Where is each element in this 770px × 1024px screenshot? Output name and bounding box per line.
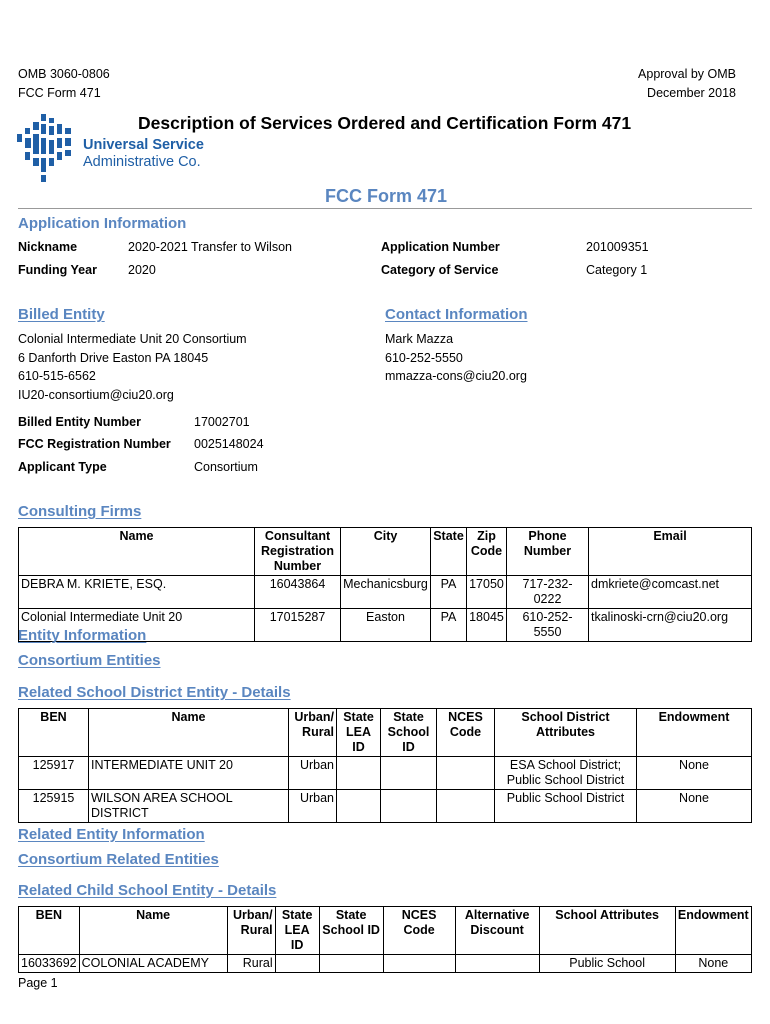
col-header: School District Attributes [495,709,637,757]
cell: Public School District [495,790,637,823]
consulting-heading: Consulting Firms [18,503,142,520]
cell: 717-232-0222 [507,576,589,609]
contact-phone: 610-252-5550 [385,350,463,365]
cell: Mechanicsburg [341,576,431,609]
cell: tkalinoski-crn@ciu20.org [589,609,752,642]
col-header: Name [19,528,255,576]
cell: dmkriete@comcast.net [589,576,752,609]
form-number: FCC Form 471 [18,86,101,100]
cell: PA [431,609,467,642]
title-divider [18,208,752,209]
cell: 610-252-5550 [507,609,589,642]
table-row [19,790,752,823]
cell [437,790,495,823]
col-header: State [431,528,467,576]
col-header: NCES Code [437,709,495,757]
contact-name: Mark Mazza [385,332,454,346]
col-header: BEN [19,709,89,757]
omb-number: OMB 3060-0806 [18,67,110,81]
col-header: Consultant Registration Number [255,528,341,576]
funding-year-label: Funding Year [18,263,97,277]
col-header: Name [79,907,227,955]
col-header: BEN [19,907,80,955]
col-header: Name [89,709,289,757]
col-header: School Attributes [539,907,675,955]
billed-entity-email: IU20-consortium@ciu20.org [18,387,174,402]
col-header: State School ID [319,907,383,955]
cell: DEBRA M. KRIETE, ESQ. [19,576,255,609]
cell: COLONIAL ACADEMY [79,955,227,973]
header-left [18,65,110,103]
contact-block [385,330,527,386]
cell: INTERMEDIATE UNIT 20 [89,757,289,790]
cell [319,955,383,973]
fcc-registration-value: 0025148024 [194,437,264,451]
category-value: Category 1 [586,263,648,277]
cell [455,955,539,973]
billed-entity-heading: Billed Entity [18,306,105,323]
billed-entity-block [18,330,247,404]
form-title: FCC Form 471 [325,186,448,206]
col-header: State LEA ID [275,907,319,955]
billed-entity-phone: 610-515-6562 [18,369,96,383]
application-heading: Application Information [18,215,187,232]
table-row [19,955,752,973]
consortium-entities-heading: Consortium Entities [18,652,161,669]
logo-line2: Administrative Co. [83,154,201,170]
application-number-value: 201009351 [586,240,649,254]
usac-logo [15,112,215,184]
cell: Public School [539,955,675,973]
cell [381,757,437,790]
cell: 17050 [467,576,507,609]
cell: Colonial Intermediate Unit 20 [19,609,255,642]
child-details-heading: Related Child School Entity - Details [18,882,277,899]
cell: 16033692 [19,955,80,973]
cell: WILSON AREA SCHOOL DISTRICT [89,790,289,823]
cell [383,955,455,973]
contact-email: mmazza-cons@ciu20.org [385,369,527,383]
district-details-heading: Related School District Entity - Details [18,684,291,701]
col-header: Endowment [675,907,751,955]
col-header: Phone Number [507,528,589,576]
billed-entity-number-value: 17002701 [194,415,250,429]
district-table [18,708,752,823]
col-header: Endowment [637,709,752,757]
cell: 16043864 [255,576,341,609]
consulting-header-row [19,528,752,576]
cell: ESA School District; Public School District [495,757,637,790]
fcc-registration-label: FCC Registration Number [18,437,171,451]
entity-heading: Entity Information [18,627,147,644]
col-header: State LEA ID [337,709,381,757]
cell: PA [431,576,467,609]
approval-text: Approval by OMB [638,67,736,81]
child-header-row [19,907,752,955]
table-row [19,576,752,609]
nickname-label: Nickname [18,240,78,254]
cell: None [675,955,751,973]
related-entity-heading: Related Entity Information [18,826,205,843]
col-header: Urban/ Rural [227,907,275,955]
cell [381,790,437,823]
child-table [18,906,752,973]
col-header: Alternative Discount [455,907,539,955]
application-number-label: Application Number [381,240,500,254]
consortium-related-heading: Consortium Related Entities [18,851,219,868]
cell: Urban [289,790,337,823]
cell [337,790,381,823]
cell: None [637,757,752,790]
billed-entity-name: Colonial Intermediate Unit 20 Consortium [18,332,247,346]
cell: 17015287 [255,609,341,642]
cell [337,757,381,790]
cell: 125917 [19,757,89,790]
col-header: City [341,528,431,576]
contact-heading: Contact Information [385,306,528,323]
cell [275,955,319,973]
cell: 18045 [467,609,507,642]
cell: Easton [341,609,431,642]
cell [437,757,495,790]
nickname-value: 2020-2021 Transfer to Wilson [128,240,292,254]
page-title: Description of Services Ordered and Certification Form 471 [138,113,632,133]
cell: 125915 [19,790,89,823]
col-header: State School ID [381,709,437,757]
col-header: Email [589,528,752,576]
approval-date: December 2018 [647,86,736,100]
header-right [638,65,736,103]
applicant-type-value: Consortium [194,460,258,474]
cell: Urban [289,757,337,790]
billed-entity-number-label: Billed Entity Number [18,415,141,429]
logo-line1: Universal Service [83,137,204,153]
applicant-type-label: Applicant Type [18,460,107,474]
billed-entity-address: 6 Danforth Drive Easton PA 18045 [18,350,209,365]
col-header: Urban/ Rural [289,709,337,757]
consulting-table [18,527,752,642]
col-header: NCES Code [383,907,455,955]
usac-logo-mark-icon [15,112,77,184]
col-header: Zip Code [467,528,507,576]
table-row [19,757,752,790]
cell: None [637,790,752,823]
category-label: Category of Service [381,263,499,277]
page-number: Page 1 [18,976,58,990]
district-header-row [19,709,752,757]
funding-year-value: 2020 [128,263,156,277]
cell: Rural [227,955,275,973]
